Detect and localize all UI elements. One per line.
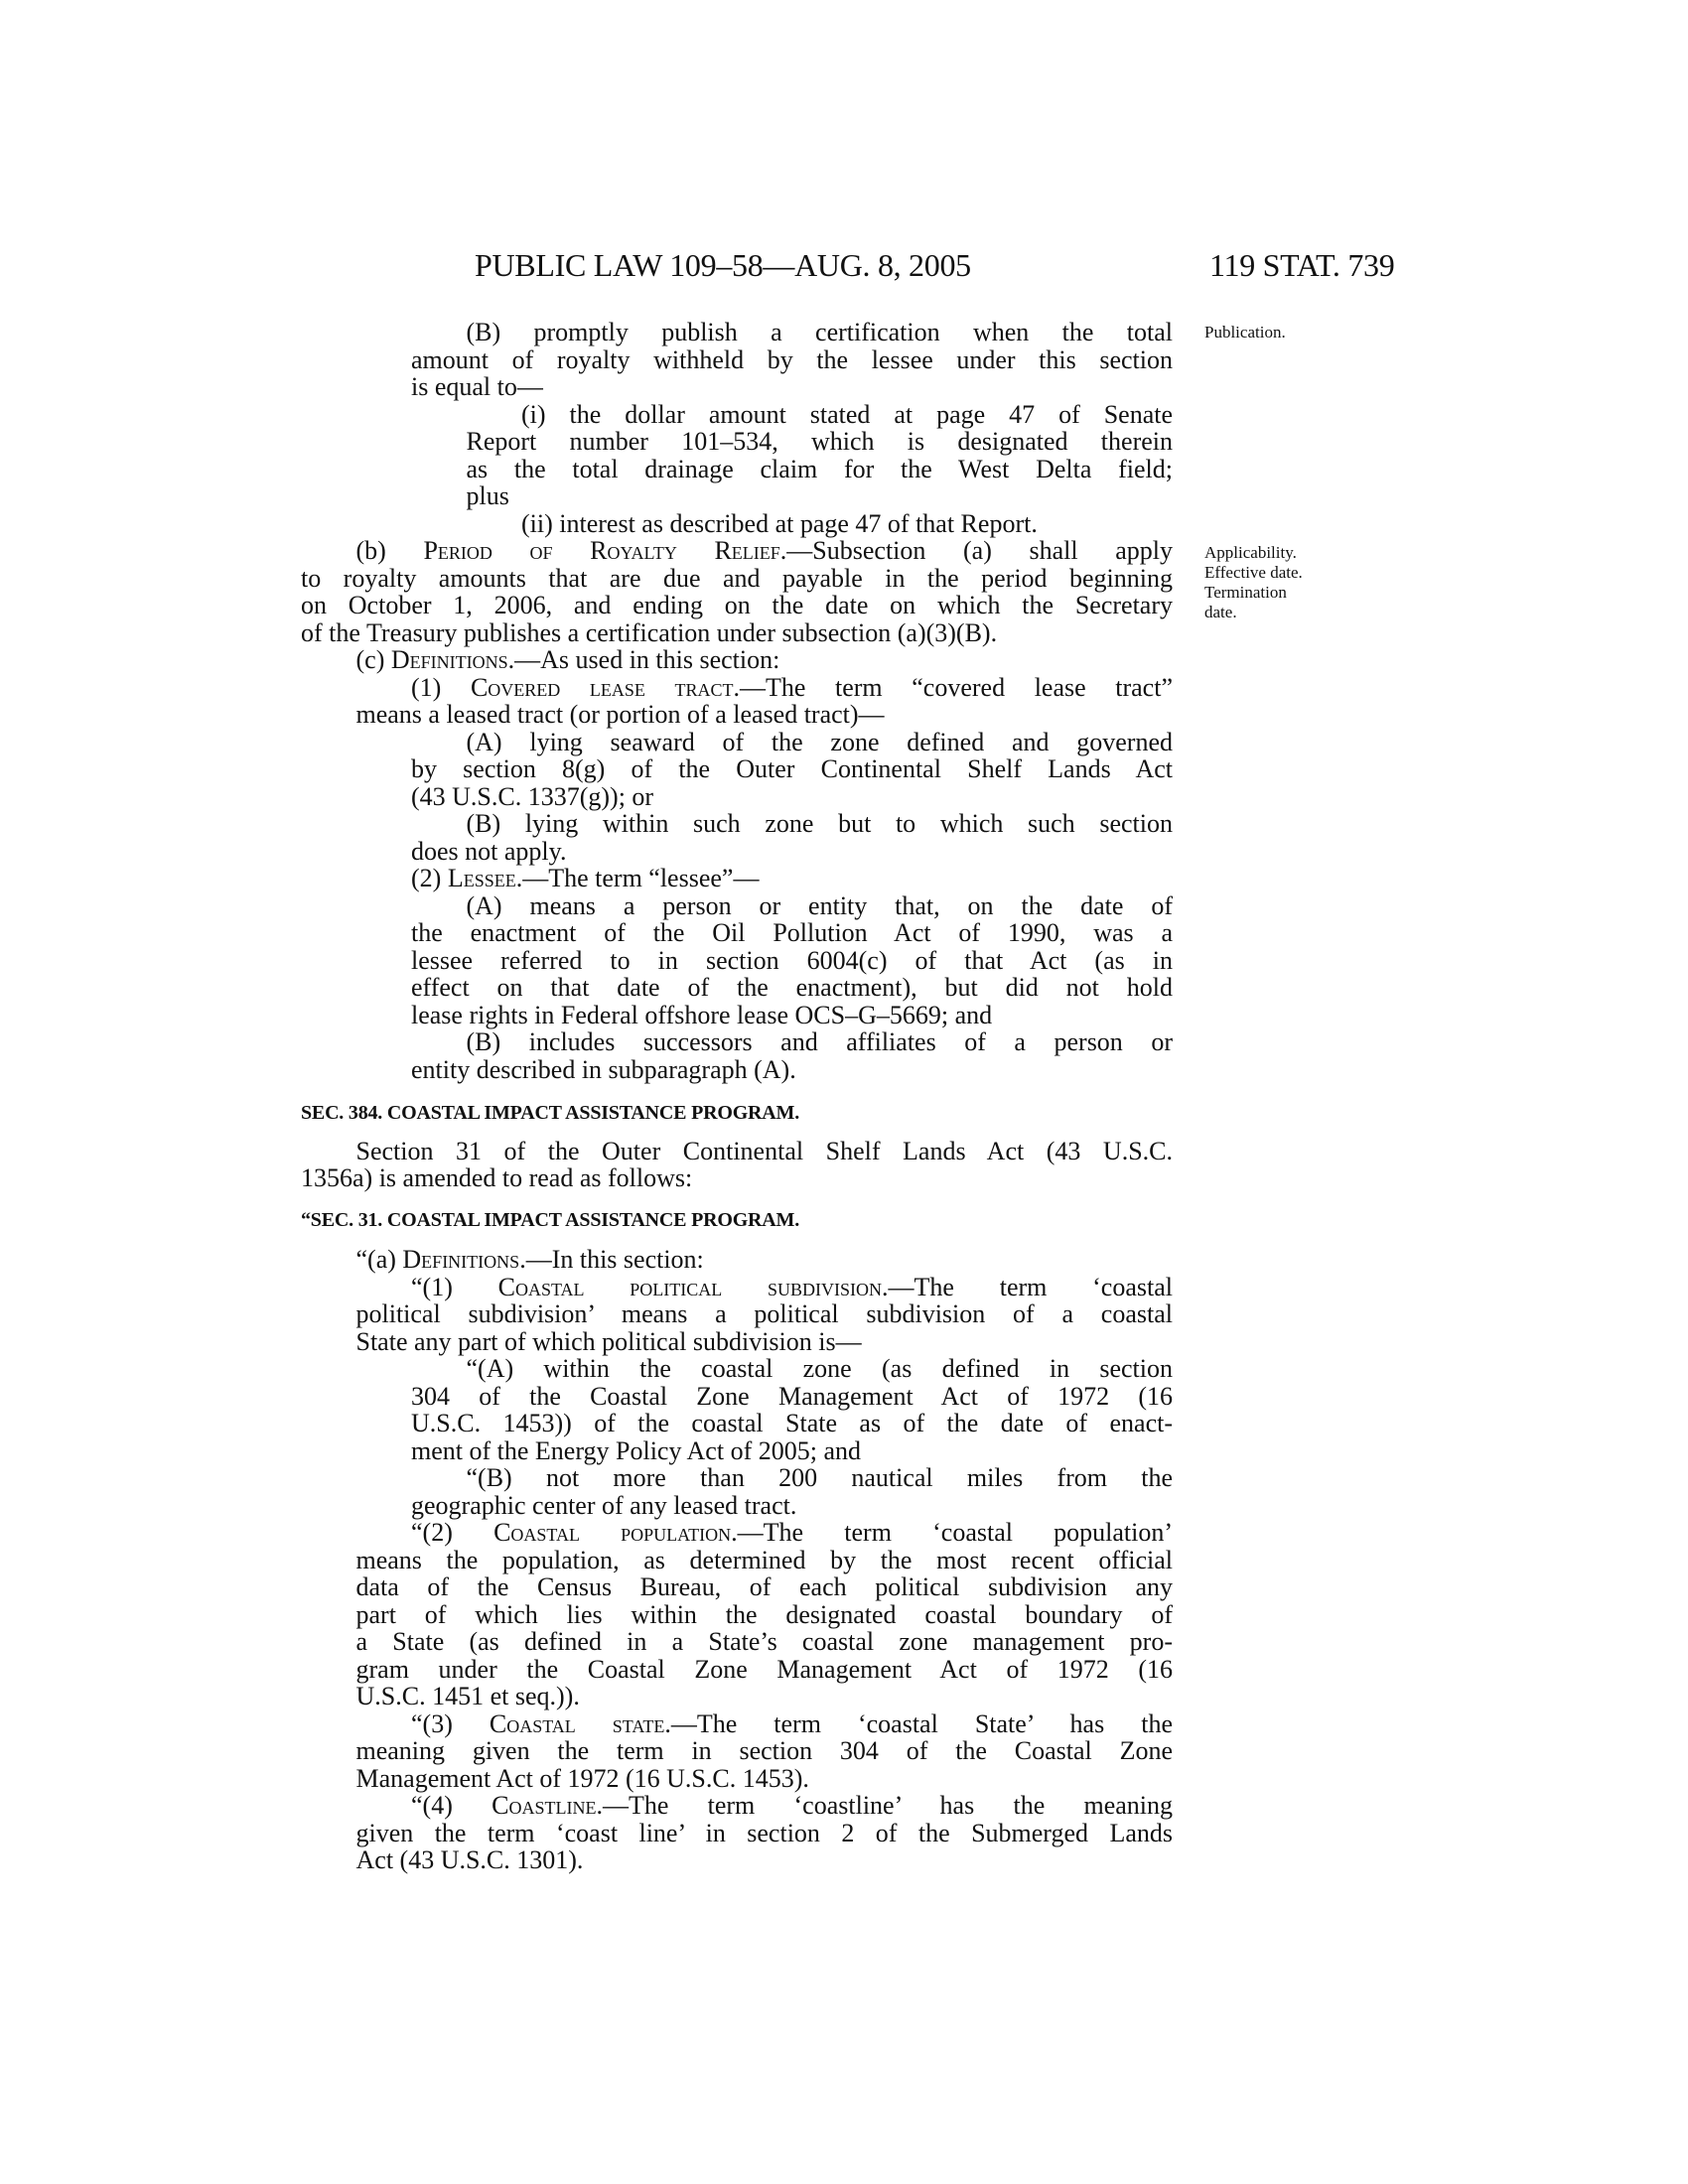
text-line: entity described in subparagraph (A). [411, 1054, 796, 1084]
text-line [411, 1274, 1173, 1301]
running-header-title: PUBLIC LAW 109–58—AUG. 8, 2005 [475, 247, 971, 283]
line-text: .—The term ‘coastal population’ [731, 1518, 1174, 1547]
text-line: the enactment of the Oil Pollution Act of 1990, was a [411, 918, 1173, 947]
text-line: State any part of which political subdivision is— [355, 1326, 862, 1356]
line-text: .—The term ‘coastal [882, 1272, 1173, 1301]
section-heading: SEC. 384. COASTAL IMPACT ASSISTANCE PROGRAM. [301, 1102, 800, 1124]
text-line: Act (43 U.S.C. 1301). [355, 1845, 584, 1874]
text-line: (43 U.S.C. 1337(g)); or [411, 781, 654, 811]
text-line: plus [466, 481, 509, 510]
enumerator: “(4) [411, 1791, 492, 1820]
enumerator: “(2) [411, 1518, 494, 1547]
text-line: means the population, as determined by the most recent official [355, 1545, 1173, 1574]
text-line: effect on that date of the enactment), but did not hold [411, 973, 1173, 1002]
text-line: (A) lying seaward of the zone defined and governed [466, 727, 1173, 756]
text-line: lease rights in Federal offshore lease OCS–G–5669; and [411, 1000, 993, 1029]
text-line: Management Act of 1972 (16 U.S.C. 1453). [355, 1763, 809, 1793]
text-line [411, 1710, 1173, 1738]
text-line: “(A) within the coastal zone (as defined in section [466, 1354, 1173, 1383]
line-text: .—Subsection (a) shall apply [779, 536, 1173, 565]
text-line: U.S.C. 1453)) of the coastal State as of the date of enact- [411, 1409, 1173, 1437]
text-line: 304 of the Coastal Zone Management Act of 1972 (16 [411, 1381, 1173, 1411]
subsection-title: Period of Royalty Relief [423, 536, 780, 565]
margin-note-line: Applicability. [1204, 543, 1297, 562]
section-heading: “SEC. 31. COASTAL IMPACT ASSISTANCE PROGRAM. [301, 1209, 800, 1231]
text-line: (B) includes successors and affiliates of a person or [466, 1027, 1173, 1056]
margin-note-line: Termination [1204, 583, 1287, 602]
text-line: U.S.C. 1451 et seq.)). [355, 1682, 580, 1710]
margin-note [1204, 543, 1303, 622]
text-line: (ii) interest as described at page 47 of that Report. [521, 508, 1038, 538]
text-line: “(B) not more than 200 nautical miles from the [466, 1463, 1173, 1492]
text-line [411, 1519, 1173, 1547]
text-line: (A) means a person or entity that, on the date of [466, 890, 1173, 920]
paragraph [301, 1355, 1173, 1464]
subsection-title: Coastal state [489, 1708, 665, 1738]
text-line: geographic center of any leased tract. [411, 1490, 797, 1520]
subsection-title: Covered lease tract [470, 672, 734, 702]
page-number: 119 STAT. 739 [1209, 247, 1395, 283]
line-text: .—The term ‘coastal State’ has the [664, 1708, 1173, 1738]
line-text: .—The term “covered lease tract” [733, 672, 1173, 702]
paragraph [301, 1138, 1173, 1192]
text-line: does not apply. [411, 836, 567, 866]
text-line: (i) the dollar amount stated at page 47 of Senate [521, 399, 1173, 429]
text-line: of the Treasury publishes a certification under subsection (a)(3)(B). [301, 617, 998, 647]
enumerator: (2) [411, 864, 448, 892]
paragraph [301, 510, 1173, 538]
subsection-title: Definitions [390, 645, 508, 674]
text-line: ment of the Energy Policy Act of 2005; and [411, 1435, 861, 1465]
paragraph [301, 1519, 1173, 1710]
text-line: on October 1, 2006, and ending on the date on which the Secretary [301, 591, 1173, 619]
text-line: as the total drainage claim for the West Delta field; [466, 454, 1173, 483]
text-line [356, 646, 1174, 674]
enumerator: (b) [355, 536, 424, 565]
text-line: amount of royalty withheld by the lessee under this section [411, 344, 1173, 374]
paragraph [301, 401, 1173, 510]
enumerator: “(a) [355, 1245, 403, 1274]
text-line: Section 31 of the Outer Continental Shelf Lands Act (43 U.S.C. [355, 1136, 1173, 1165]
line-text: .—The term “lessee”— [515, 864, 760, 892]
text-line: (B) lying within such zone but to which such section [466, 809, 1173, 838]
paragraph [301, 1710, 1173, 1793]
paragraph [301, 892, 1173, 1029]
line-text: .—In this section: [519, 1245, 704, 1274]
text-line [356, 1246, 1174, 1274]
text-line [411, 1792, 1173, 1820]
subsection-title: Coastline [492, 1791, 597, 1820]
text-line: 1356a) is amended to read as follows: [301, 1163, 693, 1192]
paragraph [301, 729, 1173, 811]
text-line: (B) promptly publish a certification when the total [466, 318, 1173, 346]
enumerator: (1) [411, 672, 471, 702]
text-line: lessee referred to in section 6004(c) of that Act (as in [411, 945, 1173, 975]
subsection-title: Lessee [447, 864, 516, 892]
paragraph [301, 1028, 1173, 1083]
subsection-title: Coastal political subdivision [497, 1272, 883, 1301]
enumerator: “(1) [411, 1272, 498, 1301]
text-line: is equal to— [411, 372, 543, 401]
margin-note-line: date. [1204, 603, 1237, 621]
text-line: data of the Census Bureau, of each political subdivision any [355, 1572, 1173, 1601]
text-line: political subdivision’ means a political subdivision of a coastal [355, 1299, 1173, 1328]
text-line: by section 8(g) of the Outer Continental Shelf Lands Act [411, 754, 1173, 783]
paragraph [301, 674, 1173, 729]
text-line: part of which lies within the designated coastal boundary of [355, 1599, 1173, 1629]
paragraph [301, 1792, 1173, 1874]
text-line [356, 537, 1174, 565]
enumerator: “(3) [411, 1708, 490, 1738]
paragraph [301, 1246, 1173, 1274]
subsection-title: Definitions [402, 1245, 520, 1274]
text-line: means a leased tract (or portion of a leased tract)— [355, 700, 885, 729]
paragraph [301, 537, 1173, 646]
paragraph [301, 810, 1173, 865]
paragraph [301, 865, 1173, 892]
text-line: gram under the Coastal Zone Management Act of 1972 (16 [355, 1654, 1173, 1684]
margin-note-line: Effective date. [1204, 563, 1303, 582]
margin-note [1204, 323, 1286, 342]
document-body [301, 319, 1173, 1874]
enumerator: (c) [355, 645, 391, 674]
text-line [411, 865, 1173, 892]
text-line [411, 674, 1173, 702]
paragraph [301, 646, 1173, 674]
text-line: Report number 101–534, which is designated therein [466, 427, 1173, 456]
subsection-title: Coastal population [493, 1518, 732, 1547]
paragraph [301, 1274, 1173, 1356]
paragraph [301, 319, 1173, 401]
line-text: .—The term ‘coastline’ has the meaning [596, 1791, 1174, 1820]
margin-note-line: Publication. [1204, 323, 1286, 341]
text-line: given the term ‘coast line’ in section 2 of the Submerged Lands [355, 1818, 1173, 1847]
text-line: to royalty amounts that are due and payable in the period beginning [301, 563, 1173, 593]
paragraph [301, 1464, 1173, 1519]
text-line: a State (as defined in a State’s coastal zone management pro- [355, 1627, 1173, 1656]
text-line: meaning given the term in section 304 of the Coastal Zone [355, 1736, 1173, 1765]
line-text: .—As used in this section: [507, 645, 780, 674]
